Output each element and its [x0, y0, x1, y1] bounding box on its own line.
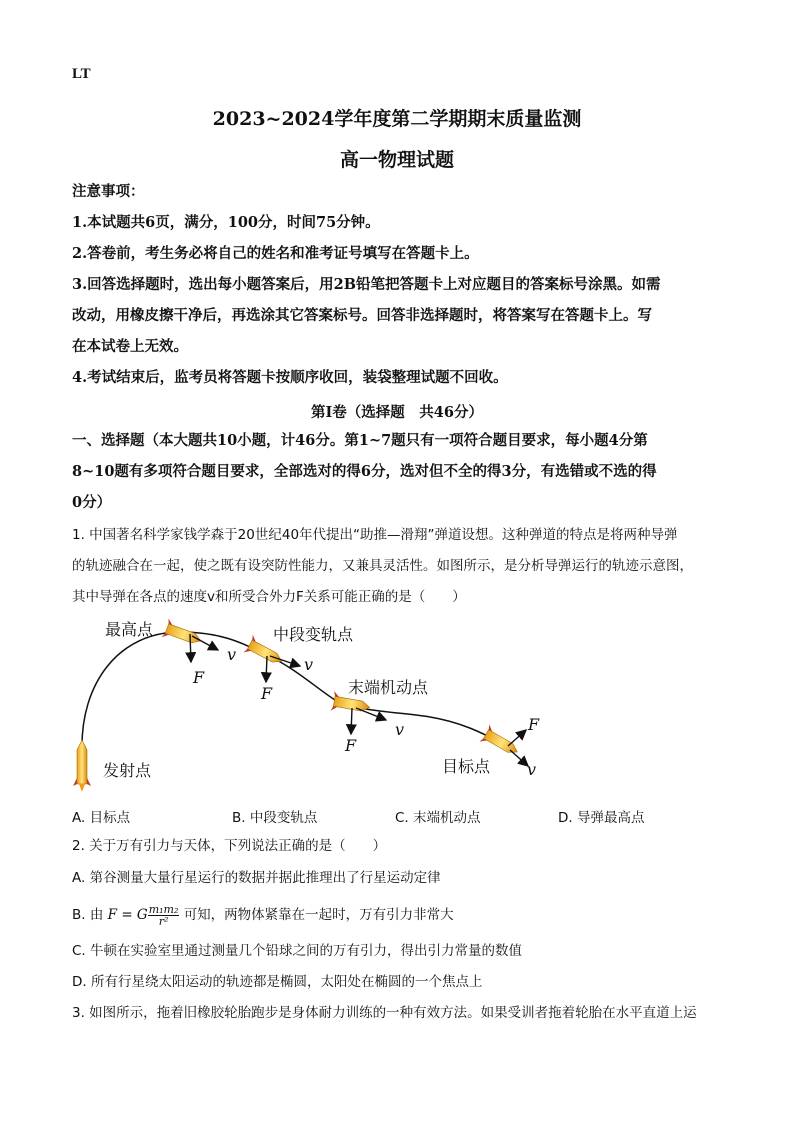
header-tag: LT: [72, 66, 91, 82]
label-v: v: [304, 655, 314, 674]
label-v: v: [227, 645, 237, 664]
note-line: 4.考试结束后，监考员将答题卡按顺序收回，装袋整理试题不回收。: [72, 369, 508, 386]
label-mid: 中段变轨点: [273, 625, 354, 644]
force-arrow: [266, 656, 267, 682]
q2-b-fraction: $\frac{\text{m₁m₂}}{\text{r²}}$: [148, 902, 179, 928]
force-arrow: [351, 708, 352, 734]
rocket-icon: [162, 618, 205, 650]
rocket-icon: [73, 740, 91, 792]
note-line: 2.答卷前，考生务必将自己的姓名和准考证号填写在答题卡上。: [72, 245, 479, 262]
trajectory-path: [82, 632, 500, 752]
velocity-arrow: [510, 750, 528, 766]
note-line: 在本试卷上无效。: [72, 338, 188, 355]
q2-b-prefix: B. 由: [72, 907, 104, 923]
force-arrow: [508, 730, 526, 746]
label-v: v: [527, 760, 537, 779]
q1-stem-line: 的轨迹融合在一起，使之既有设突防性能力，又兼具灵活性。如图所示，是分析导弹运行的轨迹示意图，: [72, 558, 693, 574]
section-title: 第I卷（选择题 共46分）: [311, 404, 483, 421]
exam-title: 2023~2024学年度第二学期期末质量监测: [212, 108, 582, 130]
label-v: v: [395, 720, 405, 739]
q2-option-d[interactable]: D. 所有行星绕太阳运动的轨迹都是椭圆，太阳处在椭圆的一个焦点上: [72, 974, 483, 990]
label-terminal: 末端机动点: [348, 678, 429, 697]
q1-option-c[interactable]: C. 末端机动点: [395, 810, 481, 826]
velocity-arrow: [192, 636, 218, 650]
q1-option-a[interactable]: A. 目标点: [72, 810, 131, 826]
q2-option-b[interactable]: [72, 903, 454, 927]
label-F: F: [193, 668, 205, 687]
note-line: 1.本试题共6页，满分，100分，时间75分钟。: [72, 214, 380, 231]
label-F: F: [528, 715, 540, 734]
q2-stem: 2. 关于万有引力与天体，下列说法正确的是（ ）: [72, 838, 387, 854]
q2-option-a[interactable]: A. 第谷测量大量行星运行的数据并据此推理出了行星运动定律: [72, 870, 441, 886]
q1-option-d[interactable]: D. 导弹最高点: [558, 810, 645, 826]
label-apex: 最高点: [105, 620, 154, 639]
q3-stem: 3. 如图所示，拖着旧橡胶轮胎跑步是身体耐力训练的一种有效方法。如果受训者拖着轮胎在水平直道上运: [72, 1005, 697, 1021]
label-F: F: [261, 684, 273, 703]
note-line: 3.回答选择题时，选出每小题答案后，用2B铅笔把答题卡上对应题目的答案标号涂黑。如需: [72, 276, 661, 293]
section-intro-line: 0分）: [72, 494, 112, 511]
section-intro-line: 8~10题有多项符合题目要求，全部选对的得6分，选对但不全的得3分，有选错或不选的得: [72, 463, 657, 480]
q2-option-c[interactable]: C. 牛顿在实验室里通过测量几个铅球之间的万有引力，得出引力常量的数值: [72, 943, 523, 959]
section-intro-line: 一、选择题（本大题共10小题，计46分。第1~7题只有一项符合题目要求，每小题4分第: [72, 432, 648, 449]
q2-b-suffix: 可知，两物体紧靠在一起时，万有引力非常大: [183, 907, 454, 923]
note-line: 改动，用橡皮擦干净后，再选涂其它答案标号。回答非选择题时，将答案写在答题卡上。写: [72, 307, 652, 324]
force-arrow: [190, 634, 191, 662]
notes-heading: 注意事项：: [72, 183, 145, 200]
label-launch: 发射点: [103, 761, 152, 780]
label-target: 目标点: [442, 757, 491, 776]
q1-option-b[interactable]: B. 中段变轨点: [232, 810, 318, 826]
label-F: F: [345, 736, 357, 755]
exam-subtitle: 高一物理试题: [339, 149, 454, 171]
q2-b-formula: F = G: [107, 907, 148, 923]
q1-stem-line: 1. 中国著名科学家钱学森于20世纪40年代提出“助推—滑翔”弹道设想。这种弹道的特点是将两种导弹: [72, 527, 678, 543]
q1-stem-line: 其中导弹在各点的速度v和所受合外力F关系可能正确的是（ ）: [72, 589, 466, 605]
